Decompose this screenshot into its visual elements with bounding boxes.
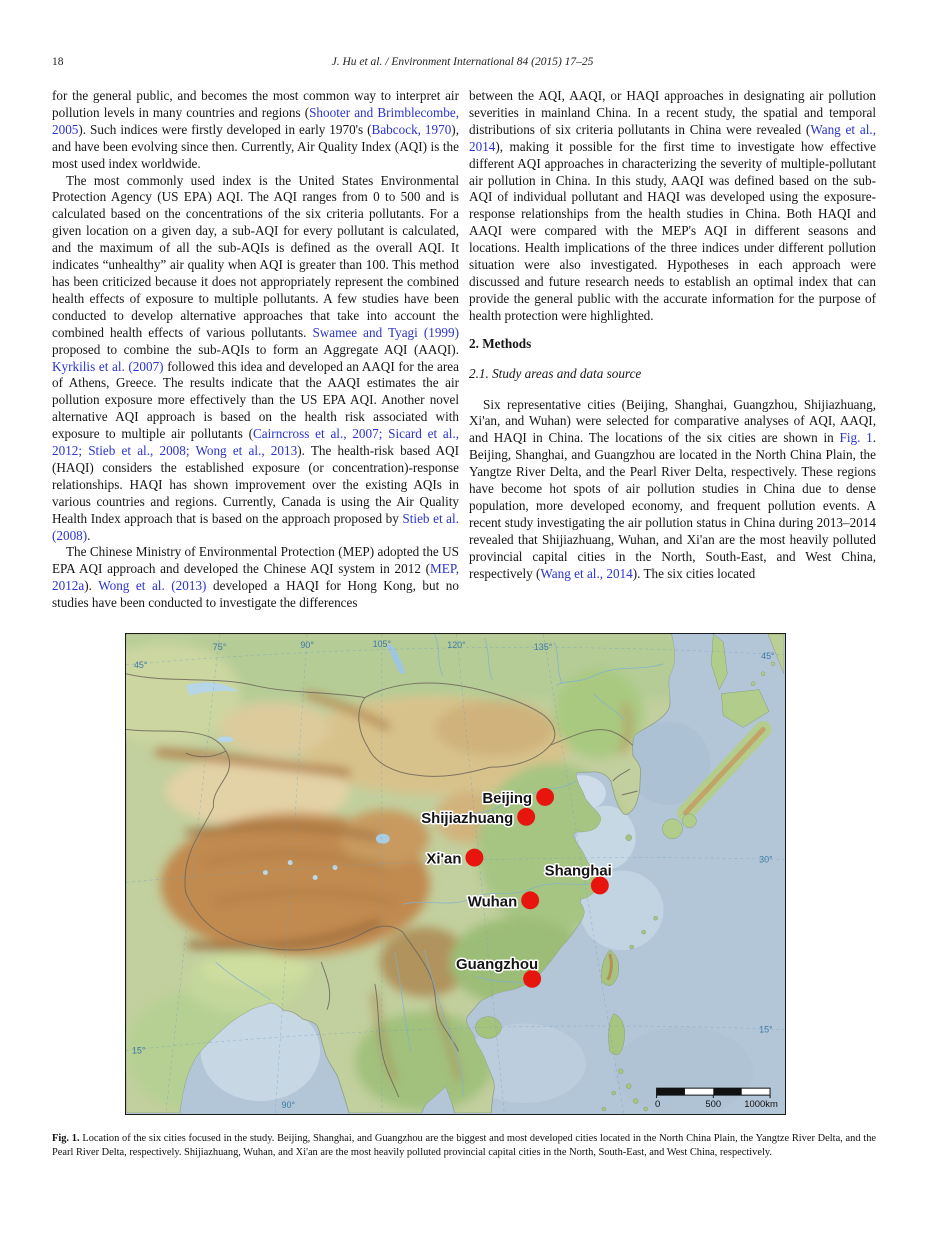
- section-heading: 2. Methods: [469, 335, 532, 351]
- text-segment: ).: [84, 578, 99, 594]
- text-segment: ). The health-risk based AQI (HAQI) considers the established exposure (or concentration)-response relationships. HAQI has shown improvement over the existing AQIs in various countries and regions. Currently, Canada is using the Air Quality Health Index approach that is based on the approach proposed by: [52, 443, 459, 526]
- citation-link[interactable]: Shooter and Brimblecombe, 2005: [52, 104, 459, 137]
- latitude-label: 30°: [759, 854, 773, 865]
- latitude-label: 15°: [759, 1024, 773, 1035]
- figure-map: [125, 633, 786, 1115]
- citation-link[interactable]: Kyrkilis et al. (2007): [52, 358, 164, 374]
- city-label-shanghai: Shanghai: [544, 863, 612, 880]
- longitude-label: 90°: [300, 639, 314, 650]
- citation-link[interactable]: Cairncross et al., 2007; Sicard et al., 2012; Stieb et al., 2008; Wong et al., 2013: [52, 426, 459, 459]
- longitude-label: 75°: [212, 641, 227, 652]
- paragraph: [52, 173, 459, 545]
- text-segment: The most commonly used index is the United States Environmental Protection Agency (US EPA) AQI. The AQI ranges from 0 to 500 and is calculated based on the concentrations of the six criteria pollutants. For a given location on a given day, a sub-AQI for every pollutant is calculated, and the maximum of all the sub-AQIs is defined as the overall AQI. It indicates “unhealthy” air quality when AQI is greater than 100. This method has been criticized because it does not appropriately represent the combined health effects of exposure to multiple pollutants. A few studies have been conducted to develop alternative approaches that take into account the combined health effects of various pollutants.: [52, 172, 459, 340]
- longitude-label: 105°: [372, 638, 392, 649]
- city-label-beijing: Beijing: [482, 790, 533, 807]
- subsection-heading: 2.1. Study areas and data source: [469, 365, 642, 381]
- text-segment: . Beijing, Shanghai, and Guangzhou are located in the North China Plain, the Yangtze River Delta, and the Pearl River Delta, respectively. These regions have become hot spots of air pollution studies in China due to dense population, more developed economy, and frequent pollution events. A recent study investigating the air pollution status in China during 2013–2014 revealed that Shijiazhuang, Wuhan, and Xi'an are the most heavily polluted provincial capital cities in the North, South-East, and West China, respectively (: [469, 430, 877, 581]
- figure-caption: [52, 1132, 876, 1159]
- column-left: [52, 88, 459, 612]
- longitude-label: 135°: [533, 641, 553, 652]
- city-marker-shijiazhuang: [517, 808, 535, 826]
- text-segment: ), making it possible for the first time to investigate how effective different AQI approaches in characterizing the severity of multiple-pollutant air pollution in China. In this study, AAQI was defined based on the sub-AQI of individual pollutant and HAQI was developed using the exposure-response relationships from the health studies in China. Both HAQI and AAQI were compared with the MEP's AQI in different seasons and locations. Health implications of the three indices under different pollution situation were also investigated. Hypotheses in each approach were discussed and future research needs to establish an optimal index that can provide the general public with the accurate information for the purpose of health protection were highlighted.: [469, 138, 876, 323]
- city-label-wuhan: Wuhan: [467, 894, 518, 911]
- scale-label-1000: 1000km: [744, 1099, 778, 1111]
- paragraph: [469, 397, 876, 583]
- citation-link[interactable]: Wong et al. (2013): [98, 578, 207, 594]
- latitude-label: 15°: [131, 1045, 146, 1056]
- city-label-shijiazhuang: Shijiazhuang: [421, 810, 514, 827]
- text-segment: developed a HAQI for Hong Kong, but no studies have been conducted to investigate the differences: [52, 578, 459, 611]
- text-segment: for the general public, and becomes the most common way to interpret air pollution levels in many countries and regions (: [52, 88, 459, 120]
- citation-link[interactable]: Fig. 1: [839, 430, 873, 446]
- text-segment: Location of the six cities focused in the study. Beijing, Shanghai, and Guangzhou are the biggest and most developed cities located in the North China Plain, the Yangtze River Delta, and the Pearl River Delta, respectively. Shijiazhuang, Wuhan, and Xi'an are the most heavily polluted provincial capital cities in the North, South-East, and West China, respectively.: [52, 1133, 877, 1158]
- paragraph: [52, 88, 459, 173]
- text-segment: between the AQI, AAQI, or HAQI approaches in designating air pollution severities in mainland China. In a recent study, the spatial and temporal distributions of six criteria pollutants in China were revealed (: [469, 88, 876, 137]
- city-label-xian: Xi'an: [426, 851, 462, 868]
- citation-link[interactable]: Babcock, 1970: [371, 121, 452, 137]
- citation-link[interactable]: MEP, 2012a: [52, 561, 459, 594]
- longitude-label: 90°: [281, 1100, 296, 1111]
- paragraph: [469, 88, 876, 325]
- citation-link[interactable]: Stieb et al. (2008): [52, 510, 459, 543]
- latitude-label: 45°: [133, 659, 148, 670]
- running-head: J. Hu et al. / Environment International 84 (2015) 17–25: [331, 56, 594, 68]
- text-segment: followed this idea and developed an AAQI for the area of Athens, Greece. The results indicate that the AAQI estimates the air pollution exposure more effectively than the US EPA AQI. Another novel alternative AQI approach is based on the health risk associated with exposure to multiple air pollutants (: [52, 358, 460, 442]
- city-label-guangzhou: Guangzhou: [456, 956, 539, 973]
- text-segment: ), and have been evolving since then. Currently, Air Quality Index (AQI) is the most used index worldwide.: [52, 121, 459, 171]
- map-svg: [126, 634, 784, 1113]
- text-segment: ). The six cities located: [632, 565, 756, 581]
- citation-link[interactable]: Wang et al., 2014: [540, 565, 633, 581]
- scale-label-0: 0: [654, 1099, 661, 1111]
- page-number: 18: [52, 56, 64, 68]
- citation-link[interactable]: Wang et al., 2014: [469, 121, 876, 154]
- text-segment: proposed to combine the sub-AQIs to form an Aggregate AQI (AAQI).: [52, 341, 459, 357]
- citation-link[interactable]: Swamee and Tyagi (1999): [312, 324, 460, 340]
- city-marker-xian: [465, 849, 483, 867]
- text-segment: .: [87, 527, 91, 543]
- text-segment: Fig. 1.: [52, 1133, 80, 1144]
- scale-label-500: 500: [705, 1099, 722, 1111]
- latitude-label: 45°: [761, 650, 775, 661]
- text-segment: The Chinese Ministry of Environmental Protection (MEP) adopted the US EPA AQI approach and developed the Chinese AQI system in 2012 (: [52, 544, 459, 577]
- text-segment: ). Such indices were firstly developed in early 1970's (: [78, 121, 372, 137]
- column-right: [469, 88, 876, 582]
- longitude-label: 120°: [447, 639, 466, 650]
- city-marker-beijing: [536, 788, 554, 806]
- text-segment: Six representative cities (Beijing, Shanghai, Guangzhou, Shijiazhuang, Xi'an, and Wuhan) were selected for comparative analyses of AQI, AAQI, and HAQI in China. The locations of the six cities are shown in: [469, 396, 876, 446]
- city-marker-wuhan: [521, 891, 539, 909]
- paragraph: [52, 544, 459, 612]
